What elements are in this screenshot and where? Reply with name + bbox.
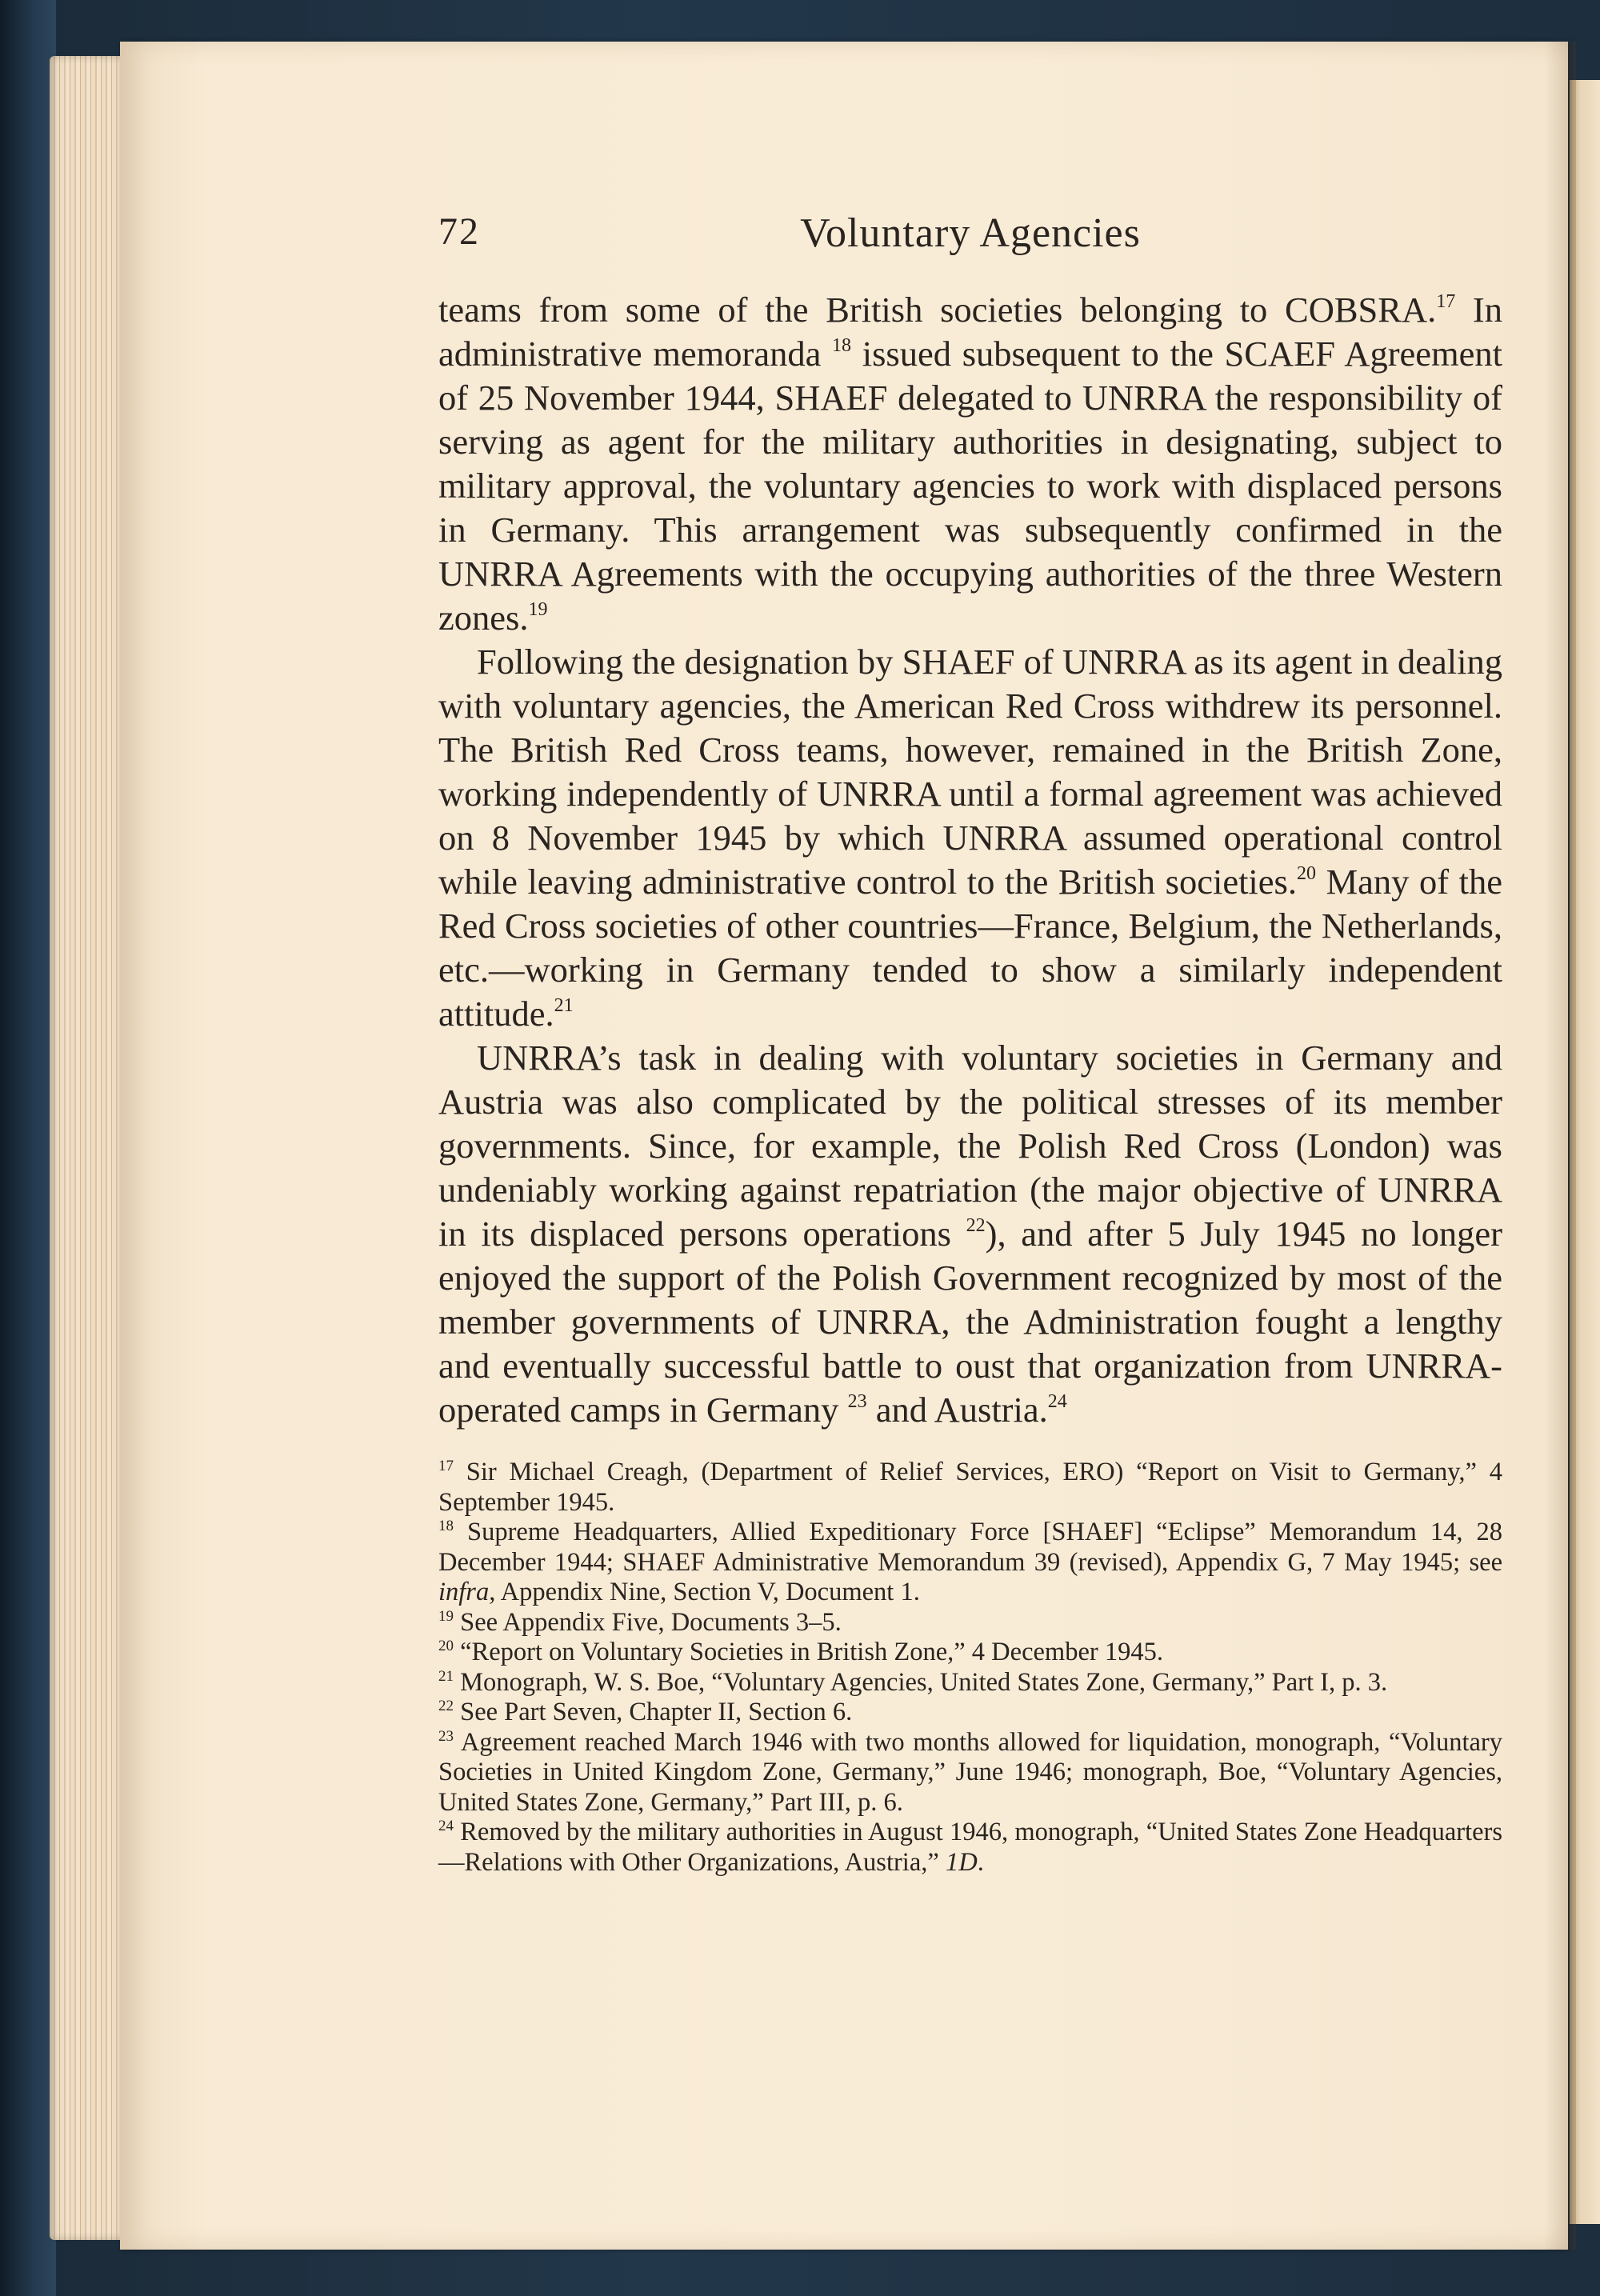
footnote-ref: 24 [1047,1391,1067,1412]
paragraph-2 [438,640,1502,1036]
footnote-22 [438,1698,1502,1728]
footnote-text: See Appendix Five, Documents 3–5. [454,1607,842,1637]
footnote-23 [438,1728,1502,1818]
footnote-number: 17 [438,1458,454,1474]
footnote-17 [438,1458,1502,1518]
footnote-text: “Report on Voluntary Societies in British Zone,” 4 December 1945. [454,1638,1163,1666]
footnote-20 [438,1638,1502,1668]
footnote-number: 24 [438,1818,454,1834]
footnote-text: Monograph, W. S. Boe, “Voluntary Agencies, United States Zone, Germany,” Part I, p. 3. [454,1667,1388,1697]
footnote-ref: 20 [1297,863,1316,884]
text-run: In administrative memoranda [438,290,1502,374]
footnote-text: Supreme Headquarters, Allied Expeditionary Force [SHAEF] “Eclipse” Memorandum 14, 28 December 1944; SHAEF Administrative Memorandum 39 (revised), Appendix G, 7 May 1945; see [438,1518,1502,1577]
footnote-number: 21 [438,1667,454,1685]
page-number: 72 [438,210,480,253]
footnote-21 [438,1668,1502,1698]
footnote-text: Sir Michael Creagh, (Department of Relief Services, ERO) “Report on Visit to Germany,” 4 September 1945. [438,1458,1502,1517]
footnote-ref: 22 [966,1215,986,1236]
footnote-ref: 19 [528,599,548,620]
text-run: Many of the Red Cross societies of other countries—France, Belgium, the Netherlands, etc.—working in Germany tended to show a similarly independent attitude. [438,862,1502,1034]
gutter-shadow [1544,42,1576,2250]
footnote-number: 20 [438,1638,454,1654]
footnote-number: 19 [438,1607,454,1625]
footnotes [438,1458,1502,1878]
text-run: UNRRA’s task in dealing with voluntary societies in Germany and Austria was also complicated by the political stresses of its member governments. Since, for example, the Polish Red Cross (London) was undeniably working against repatriation (the major objective of UNRRA in its displaced persons operations [438,1038,1502,1254]
footnote-ref: 21 [554,995,574,1016]
footnote-number: 22 [438,1698,454,1714]
footnote-italic: 1D [945,1847,978,1877]
text-run: ), and after 5 July 1945 no longer enjoyed the support of the Polish Government recognized by most of the member governments of UNRRA, the Administration fought a lengthy and eventually successful battle to oust that organization from UNRRA-operated camps in Germany [438,1214,1502,1430]
footnote-ref: 23 [847,1391,867,1412]
footnote-text: , Appendix Nine, Section V, Document 1. [489,1578,920,1606]
chapter-title: Voluntary Agencies [800,210,1141,256]
paragraph-1 [438,288,1502,640]
footnote-ref: 17 [1436,291,1456,312]
footnote-24 [438,1818,1502,1878]
paragraph-3 [438,1036,1502,1432]
footnote-ref: 18 [832,335,852,356]
footnote-number: 18 [438,1518,454,1534]
footnote-19 [438,1608,1502,1638]
footnote-number: 23 [438,1727,454,1745]
footnote-text: Removed by the military authorities in August 1946, monograph, “United States Zone Headquarters—Relations with Other Organizations, Austria,” [438,1818,1502,1877]
footnote-text: Agreement reached March 1946 with two months allowed for liquidation, monograph, “Voluntary Societies in United Kingdom Zone, Germany,” June 1946; monograph, Boe, “Voluntary Agencies, United States Zone, Germany,” Part III, p. 6. [438,1727,1502,1817]
text-run: issued subsequent to the SCAEF Agreement of 25 November 1944, SHAEF delegated to UNRRA the responsibility of serving as agent for the military authorities in designating, subject to military approval, the voluntary agencies to work with displaced persons in Germany. This arrangement was subsequently confirmed in the UNRRA Agreements with the occupying authorities of the three Western zones. [438,334,1502,638]
footnote-text: See Part Seven, Chapter II, Section 6. [454,1698,853,1726]
text-run: Following the designation by SHAEF of UNRRA as its agent in dealing with voluntary agencies, the American Red Cross withdrew its personnel. The British Red Cross teams, however, remained in the British Zone, working independently of UNRRA until a formal agreement was achieved on 8 November 1945 by which UNRRA assumed operational control while leaving administrative control to the British societies. [438,642,1502,902]
running-head [438,210,1502,266]
text-run: and Austria. [866,1390,1048,1430]
footnote-18 [438,1518,1502,1608]
page-text [438,210,1502,1878]
footnote-italic: infra [438,1578,490,1606]
footnote-text: . [977,1847,984,1877]
book-cover-edge [0,0,56,2296]
text-run: teams from some of the British societies belonging to COBSRA. [438,290,1437,330]
